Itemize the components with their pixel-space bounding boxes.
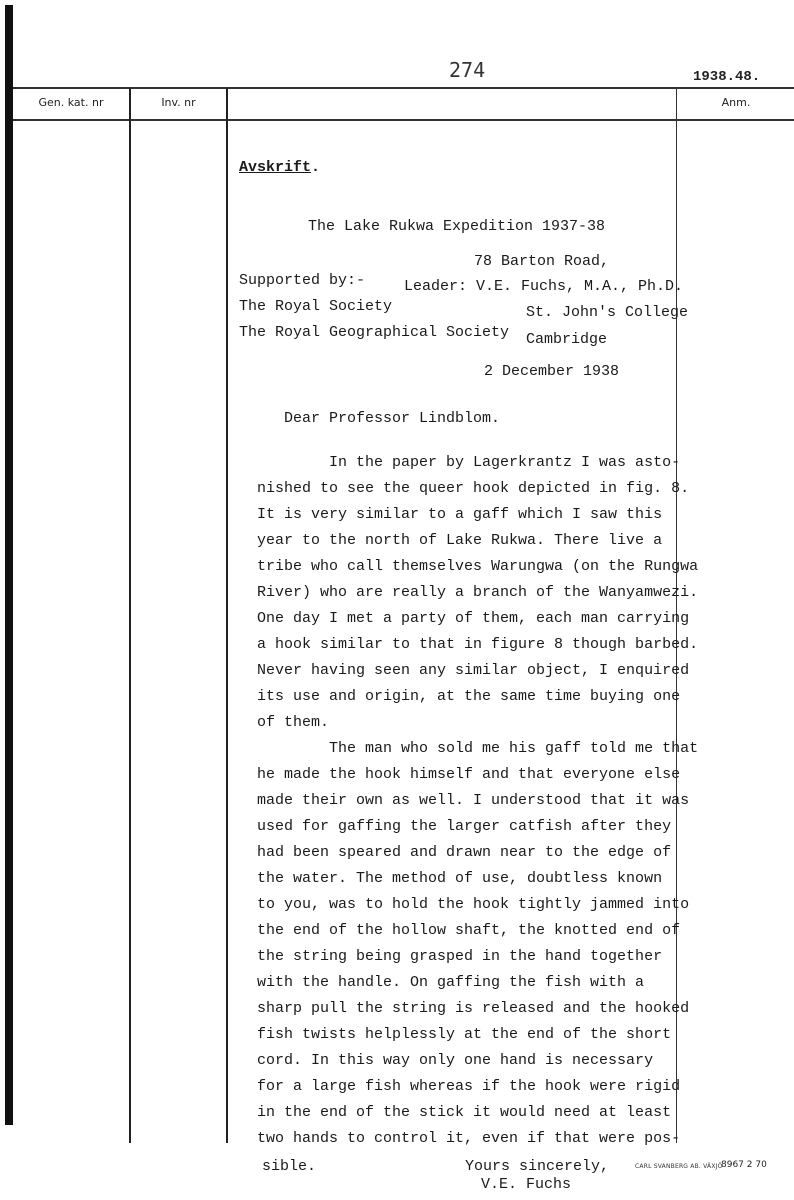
body-line: the string being grasped in the hand together [257,948,663,965]
column-header-anm: Anm. [721,96,751,109]
body-line: the water. The method of use, doubtless known [257,870,663,887]
body-line: its use and origin, at the same time buying one [257,688,681,705]
address-line-1: 78 Barton Road, [474,253,610,270]
body-line: two hands to control it, even if that were pos- [257,1130,681,1147]
address-line-3: Cambridge [526,331,608,348]
body-line: a hook similar to that in figure 8 though barbed. [257,636,699,653]
supported-by-label: Supported by:- [239,272,366,289]
body-line: fish twists helplessly at the end of the short [257,1026,672,1043]
body-line: had been speared and drawn near to the edge of [257,844,672,861]
body-line: of them. [257,714,330,731]
accession-number: 1938.48. [693,69,761,85]
body-line: The man who sold me his gaff told me that [257,740,699,757]
body-line: One day I met a party of them, each man carrying [257,610,690,627]
print-code: 8967 2 70 [721,1160,767,1170]
letter-body [257,450,698,1152]
leader-line: Leader: V.E. Fuchs, M.A., Ph.D. [404,278,684,295]
column-header-gen-kat-nr: Gen. kat. nr [38,96,104,109]
body-line: cord. In this way only one hand is necessary [257,1052,654,1069]
printer-mark: CARL SVANBERG AB. VÄXJÖ [635,1163,723,1170]
body-line: tribe who call themselves Warungwa (on the Rungwa [257,558,699,575]
address-line-2: St. John's College [526,304,689,321]
body-line: made their own as well. I understood that it was [257,792,690,809]
body-line: year to the north of Lake Rukwa. There live a [257,532,663,549]
sponsor-royal-society: The Royal Society [239,298,393,315]
letter-date: 2 December 1938 [484,363,620,380]
body-line: It is very similar to a gaff which I saw this [257,506,663,523]
column-header-inv-nr: Inv. nr [161,96,196,109]
heading-text: Avskrift [239,159,312,176]
column-divider-1 [129,88,131,1143]
letter-heading [239,155,320,181]
body-line: nished to see the queer hook depicted in fig. 8. [257,480,690,497]
sponsor-rgs: The Royal Geographical Society [239,324,510,341]
body-line: In the paper by Lagerkrantz I was asto- [257,454,681,471]
body-line: used for gaffing the larger catfish after they [257,818,672,835]
binding-spine [5,5,13,1125]
signature: V.E. Fuchs [481,1176,572,1193]
salutation: Dear Professor Lindblom. [284,410,501,427]
body-line: with the handle. On gaffing the fish with a [257,974,645,991]
body-line: for a large fish whereas if the hook were rigid [257,1078,681,1095]
closing: Yours sincerely, [465,1158,610,1175]
body-line: sharp pull the string is released and the hooked [257,1000,690,1017]
body-line: the end of the hollow shaft, the knotted end of [257,922,681,939]
body-line: he made the hook himself and that everyone else [257,766,681,783]
last-line: sible. [262,1158,317,1175]
body-line: Never having seen any similar object, I enquired [257,662,690,679]
body-line: River) who are really a branch of the Wanyamwezi. [257,584,699,601]
column-divider-2 [226,88,228,1143]
heading-suffix: . [311,159,321,176]
page-number: 274 [449,58,486,82]
body-line: in the end of the stick it would need at least [257,1104,672,1121]
expedition-title: The Lake Rukwa Expedition 1937-38 [308,218,606,235]
body-line: to you, was to hold the hook tightly jammed into [257,896,690,913]
